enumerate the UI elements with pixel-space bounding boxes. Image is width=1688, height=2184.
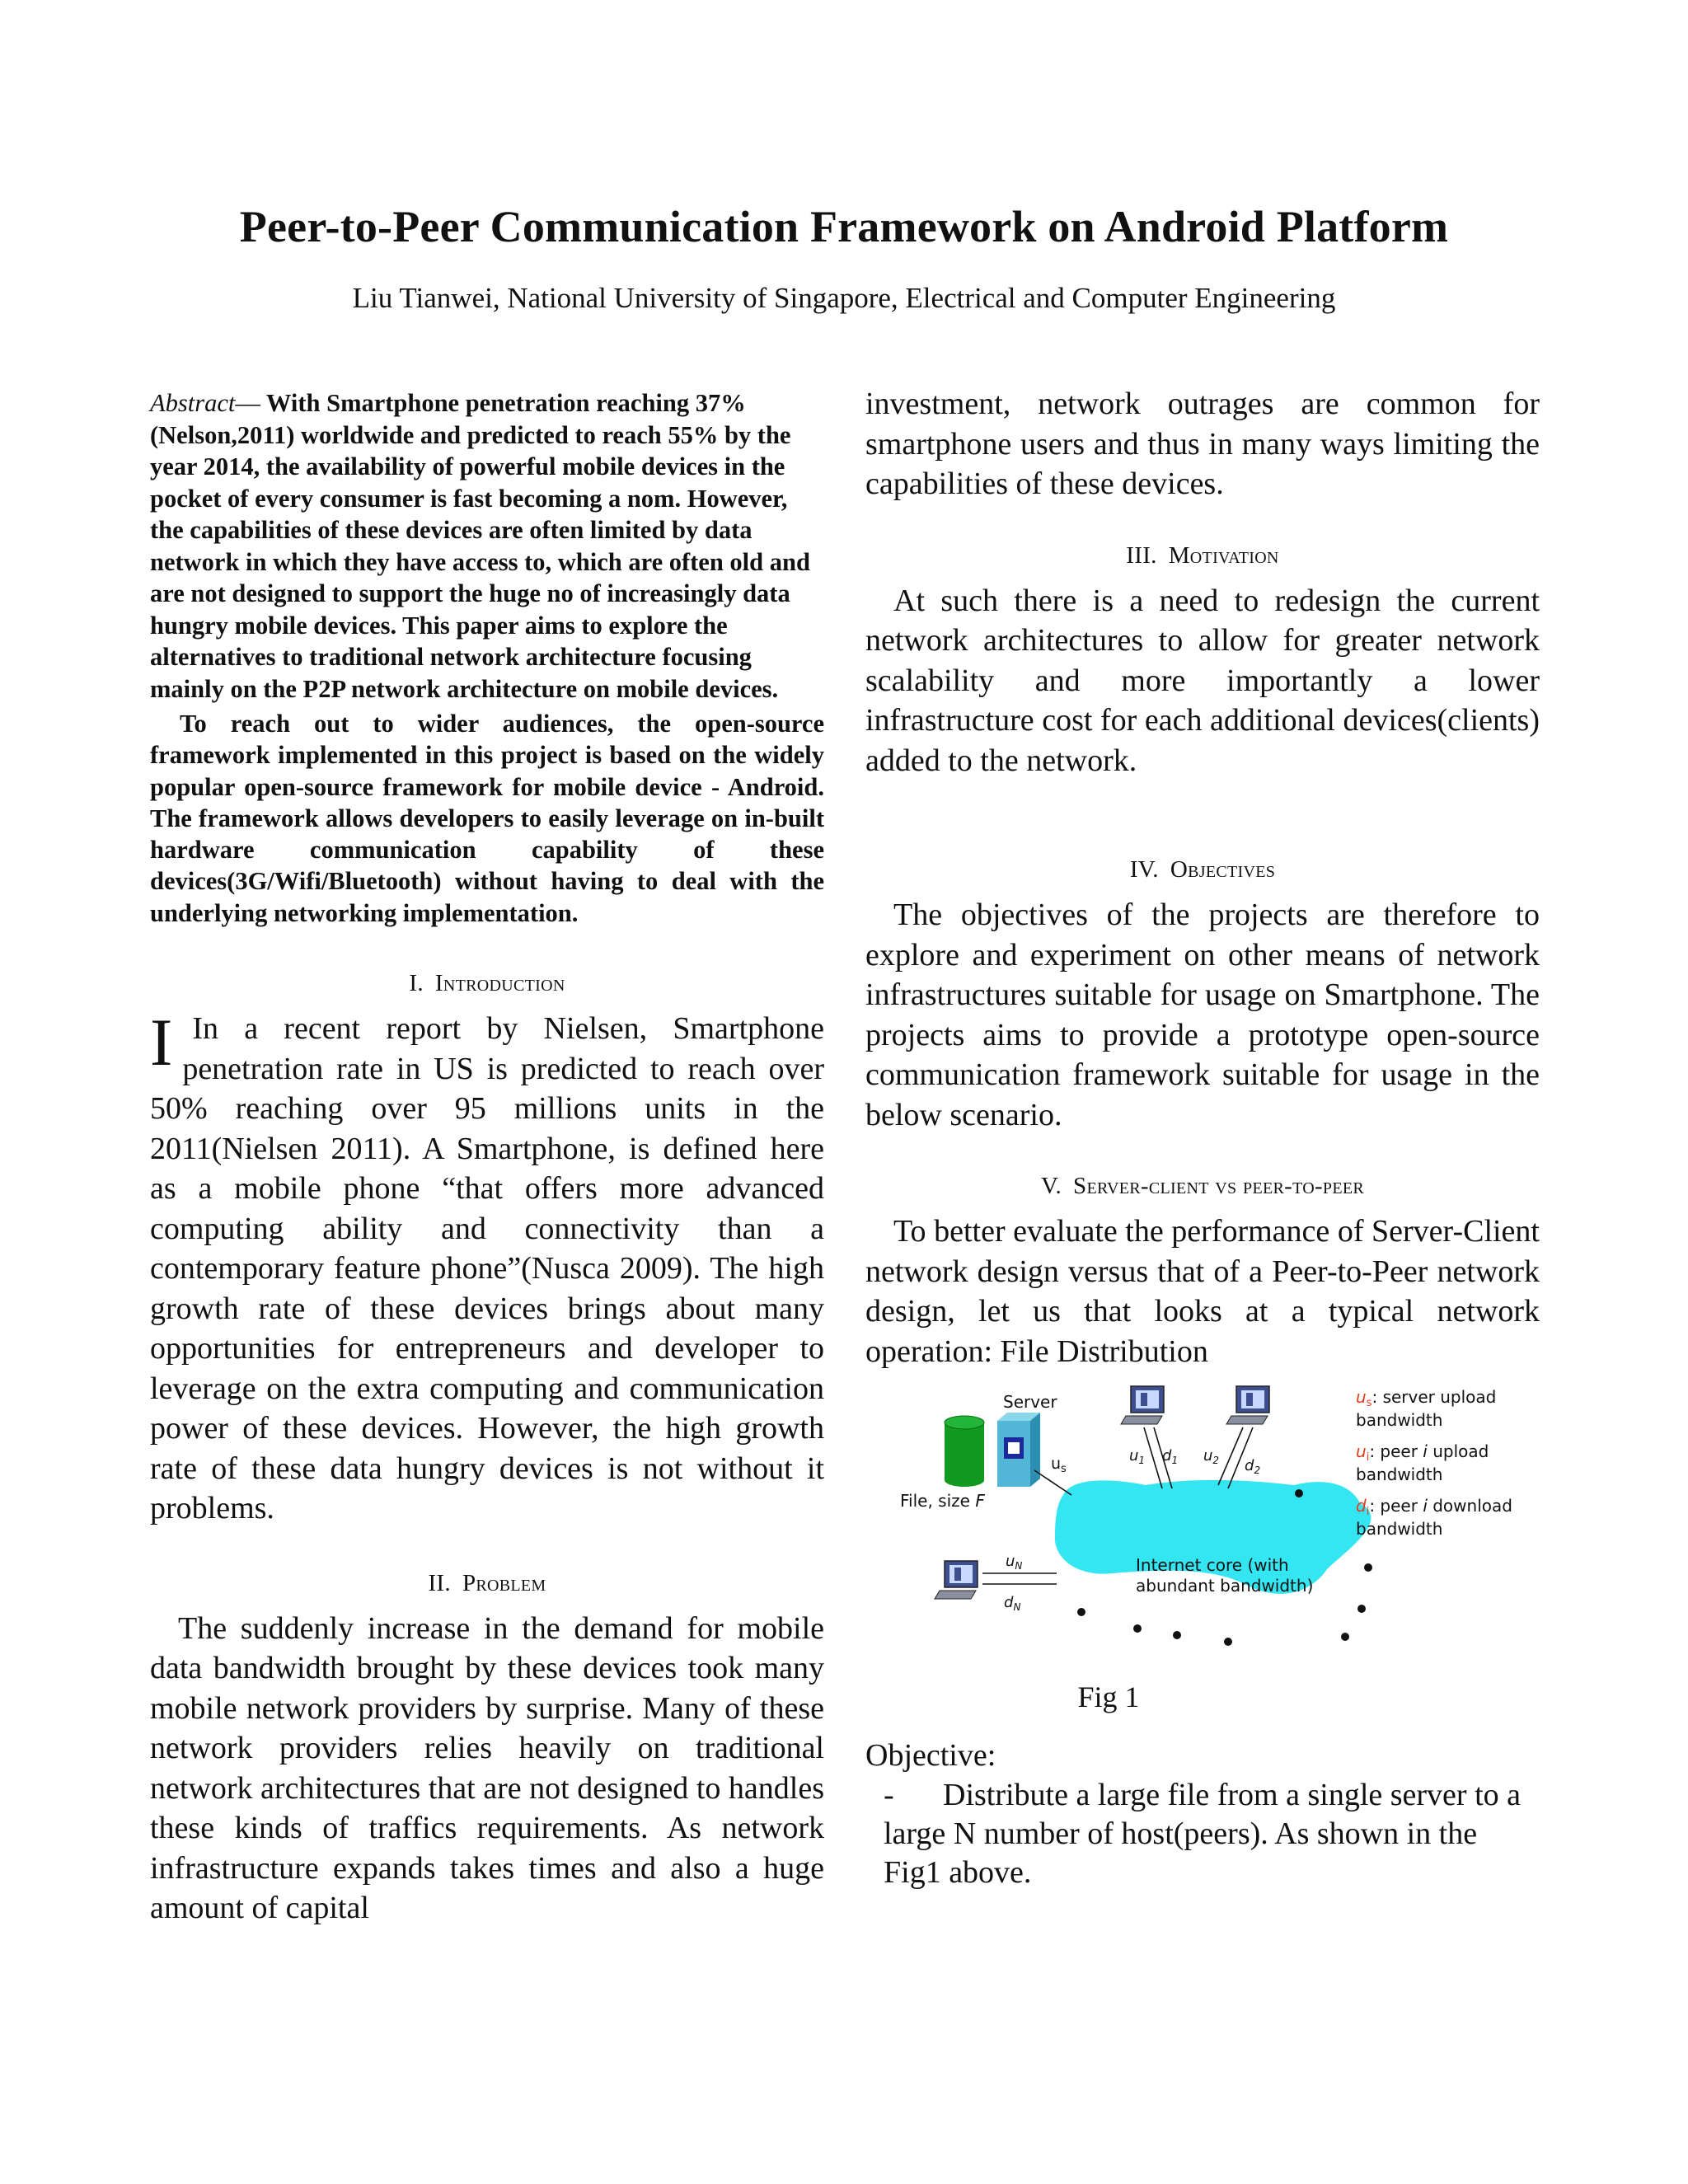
peer-1-upload-link bbox=[1144, 1427, 1162, 1488]
figure-1 bbox=[865, 1380, 1540, 1750]
section-number: III. bbox=[1126, 541, 1157, 569]
legend-di-var: d bbox=[1356, 1496, 1367, 1516]
figure-legend bbox=[1356, 1387, 1512, 1539]
link-d2-sub: 2 bbox=[1254, 1465, 1261, 1476]
link-u2-var: u bbox=[1203, 1447, 1213, 1465]
section-title: Objectives bbox=[1170, 856, 1276, 883]
link-un-label bbox=[1006, 1553, 1022, 1572]
legend-ui-i: i bbox=[1423, 1441, 1428, 1461]
section-number: V. bbox=[1040, 1173, 1062, 1199]
author-line: Liu Tianwei, National University of Singapore, Electrical and Computer Engineering bbox=[352, 282, 1336, 314]
legend-ui-line-2: bandwidth bbox=[1356, 1465, 1443, 1484]
abstract-label: Abstract bbox=[150, 389, 236, 417]
problem-text: The suddenly increase in the demand for mobile data bandwidth brought by these devices took many mobile network providers by surprise. Many of these network providers relies heavily on traditional network architectures that are not designed to handles these kinds of traffics requirements. As network infrastructure expands takes times and also a huge amount of capital bbox=[150, 1610, 824, 1926]
link-u1-sub: 1 bbox=[1138, 1455, 1146, 1466]
motivation-text: At such there is a need to redesign the current network architectures to allow for greater network scalability and more importantly a lower infrastructure cost for each additional devices(clients) added to the network. bbox=[865, 583, 1540, 778]
legend-ui-text: : peer bbox=[1369, 1441, 1423, 1461]
link-dn-label bbox=[1004, 1594, 1020, 1613]
bullet-dash: - bbox=[884, 1777, 894, 1812]
section-number: I. bbox=[409, 970, 424, 997]
comparison-text: To better evaluate the performance of Server-Client network design versus that of a Peer-to-Peer network design, let us that looks at a typical network operation: File Distribution bbox=[865, 1214, 1540, 1369]
legend-ui-text-b: upload bbox=[1427, 1441, 1489, 1461]
legend-di-text: : peer bbox=[1369, 1496, 1423, 1516]
legend-di-i: i bbox=[1423, 1496, 1428, 1516]
link-u1-var: u bbox=[1129, 1447, 1139, 1465]
peer-2-upload-link bbox=[1218, 1427, 1243, 1485]
section-heading-problem bbox=[150, 1570, 824, 1597]
legend-us-sub: s bbox=[1366, 1397, 1372, 1409]
legend-di-sub: i bbox=[1366, 1506, 1370, 1518]
core-label-line-2: abundant bandwidth) bbox=[1136, 1576, 1314, 1596]
link-dn-sub: N bbox=[1013, 1601, 1021, 1613]
legend-ui-sub: i bbox=[1366, 1451, 1370, 1464]
link-u2-label bbox=[1203, 1447, 1219, 1466]
drop-cap: I bbox=[150, 1005, 173, 1080]
legend-ui-line-1 bbox=[1356, 1441, 1489, 1464]
abstract-dash: — bbox=[235, 389, 260, 417]
file-label-var: F bbox=[975, 1491, 985, 1511]
link-un-sub: N bbox=[1015, 1560, 1023, 1572]
peer-1-computer-icon bbox=[1121, 1386, 1164, 1424]
objective-bullet bbox=[884, 1776, 1540, 1892]
section-heading-introduction bbox=[150, 970, 824, 997]
peer-n-computer-icon bbox=[935, 1561, 978, 1599]
section-number: II. bbox=[428, 1569, 451, 1596]
legend-di-line-1 bbox=[1356, 1496, 1512, 1518]
right-column bbox=[865, 387, 1540, 1892]
link-d2-label bbox=[1245, 1457, 1260, 1476]
left-column bbox=[150, 387, 824, 1929]
link-us-sub: s bbox=[1061, 1463, 1067, 1475]
introduction-text: In a recent report by Nielsen, Smartphone penetration rate in US is predicted to reach over 50% reaching over 95 millions units in the 2011(Nielsen 2011). A Smartphone, is defined here as a mobile phone “that offers more advanced computing ability and connectivity than a contemporary feature phone”(Nusca 2009). The high growth rate of these devices brings about many opportunities for entrepreneurs and developer to leverage on the extra computing and communication power of these devices. However, the high growth rate of these data hungry devices is not without it problems. bbox=[150, 1011, 824, 1526]
link-d1-var: d bbox=[1162, 1447, 1172, 1465]
legend-us-text: : server upload bbox=[1372, 1387, 1497, 1407]
problem-continued-text: investment, network outrages are common for smartphone users and thus in many ways limiting the capabilities of these devices. bbox=[865, 387, 1540, 501]
link-us-var: u bbox=[1051, 1455, 1062, 1473]
legend-ui-var: u bbox=[1356, 1441, 1367, 1461]
objectives-text: The objectives of the projects are therefore to explore and experiment on other means of network infrastructures suitable for usage on Smartphone. The projects aims to provide a prototype open-source communication framework suitable for usage in the below scenario. bbox=[865, 898, 1540, 1132]
section-heading-comparison bbox=[865, 1173, 1540, 1200]
link-u1-label bbox=[1129, 1447, 1145, 1466]
section-heading-motivation bbox=[865, 542, 1540, 569]
section-number: IV. bbox=[1129, 856, 1159, 883]
server-label: Server bbox=[1003, 1392, 1057, 1412]
link-u2-sub: 2 bbox=[1212, 1455, 1220, 1466]
link-d1-label bbox=[1162, 1447, 1178, 1466]
peer-2-computer-icon bbox=[1226, 1386, 1269, 1424]
legend-di-line-2: bandwidth bbox=[1356, 1519, 1443, 1539]
section-title: Motivation bbox=[1168, 541, 1279, 569]
link-us-label bbox=[1051, 1455, 1067, 1475]
file-size-label bbox=[900, 1491, 985, 1511]
server-icon bbox=[997, 1413, 1040, 1487]
paper-title: Peer-to-Peer Communication Framework on Android Platform bbox=[239, 202, 1449, 251]
legend-us-line-2: bandwidth bbox=[1356, 1410, 1443, 1430]
abstract-text: With Smartphone penetration reaching 37%(Nelson,2011) worldwide and predicted to reach 55% by the year 2014, the availability of powerful mobile devices in the pocket of every consumer is fast becoming a nom. However, the capabilities of these devices are often limited by data network in which they have access to, which are often old and are not designed to support the huge no of increasingly data hungry mobile devices. This paper aims to explore the alternatives to traditional network architecture focusing mainly on the P2P network architecture on mobile devices. bbox=[150, 389, 810, 703]
link-d2-var: d bbox=[1245, 1457, 1254, 1474]
abstract-paragraph-2: To reach out to wider audiences, the open-source framework implemented in this project is based on the widely popular open-source framework for mobile device - Android. The framework allows developers to easily leverage on in-built hardware communication capability of these devices(3G/Wifi/Bluetooth) without having to deal with the underlying networking implementation. bbox=[150, 710, 824, 927]
file-label-prefix: File, size bbox=[900, 1491, 976, 1511]
legend-us-line-1 bbox=[1356, 1387, 1496, 1409]
file-distribution-diagram bbox=[865, 1380, 1540, 1726]
section-heading-objectives bbox=[865, 856, 1540, 883]
introduction-body bbox=[150, 1005, 824, 1529]
link-dn-var: d bbox=[1004, 1594, 1014, 1611]
section-title: Introduction bbox=[434, 970, 565, 997]
section-title: Server-client vs peer-to-peer bbox=[1073, 1173, 1365, 1199]
file-database-icon bbox=[945, 1416, 984, 1487]
abstract bbox=[150, 387, 824, 705]
figure-caption: Fig 1 bbox=[1077, 1680, 1140, 1713]
section-title: Problem bbox=[462, 1569, 546, 1596]
legend-di-text-b: download bbox=[1427, 1496, 1512, 1516]
objective-text: Distribute a large file from a single server to a large N number of host(peers). As shown in the Fig1 above. bbox=[884, 1777, 1521, 1890]
legend-us-var: u bbox=[1356, 1387, 1367, 1407]
core-label-line-1: Internet core (with bbox=[1136, 1555, 1289, 1575]
objective-title: Objective: bbox=[865, 1738, 996, 1773]
link-d1-sub: 1 bbox=[1171, 1455, 1179, 1466]
link-un-var: u bbox=[1006, 1553, 1015, 1570]
